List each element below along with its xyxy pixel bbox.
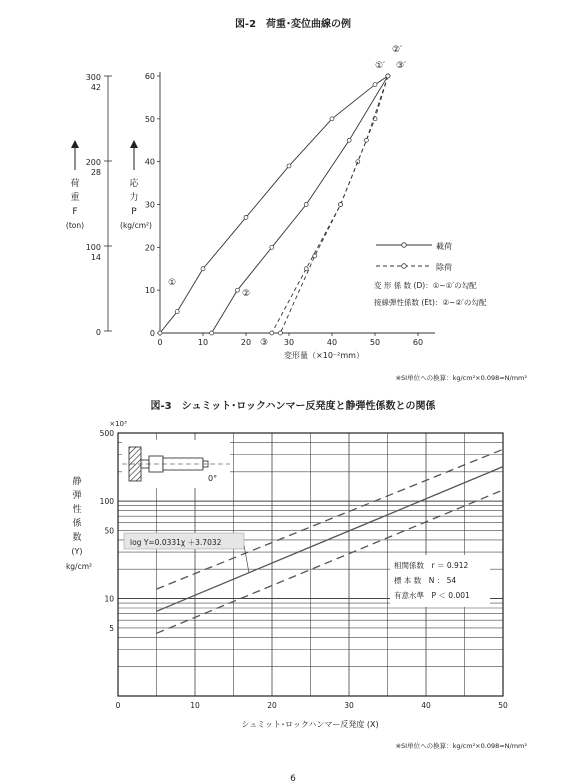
- fig2-curves: [158, 74, 390, 335]
- fig2-y-tick-label: 50: [144, 114, 155, 124]
- fig2-x-tick-label: 40: [326, 338, 338, 347]
- marker-2-bottom: ②: [241, 289, 251, 299]
- fig2-data-point: [330, 117, 334, 121]
- stress-title-2: 力: [129, 193, 139, 203]
- fig3-y-tick-label: 50: [104, 526, 114, 536]
- y-label-2: 弾: [72, 491, 82, 501]
- page-number: 6: [290, 774, 296, 784]
- fig2-data-point: [386, 74, 390, 78]
- fig2-data-point: [244, 215, 248, 219]
- fig2-x-label: 変形量（×10⁻²mm）: [284, 351, 364, 360]
- regression-equation: log Y=0.0331χ ＋3.7032: [130, 538, 222, 547]
- fig3-y-ticks: [100, 429, 115, 633]
- stress-title-1: 応: [129, 179, 139, 189]
- fig2-title: 図-2 荷重･変位曲線の例: [234, 19, 352, 30]
- load-tick-42: 42: [90, 83, 101, 92]
- fig2-x-tick-label: 10: [197, 338, 209, 347]
- y-label-5: 数: [72, 533, 82, 543]
- fig3-y-label: [66, 475, 92, 571]
- marker-2-top: ②′: [391, 45, 403, 55]
- fig3-y-multiplier: ×10³: [109, 420, 127, 428]
- fig2-x-tick-label: 60: [412, 338, 424, 347]
- fig2-data-point: [304, 203, 308, 207]
- marker-1-top: ①′: [374, 61, 386, 71]
- load-tick-200: 200: [85, 158, 101, 167]
- fig2-data-point: [373, 83, 377, 87]
- fig2-y-tick-label: 60: [144, 72, 155, 81]
- load-title-1: 荷: [70, 179, 80, 189]
- fig2-data-point: [304, 267, 308, 271]
- fig3-title: 図-3 シュミット･ロックハンマー反発度と静弾性係数との関係: [150, 401, 436, 412]
- note-tangent-modulus: 接線弾性係数 (Et)：②~②′の勾配: [374, 298, 487, 307]
- load-title-3: F: [72, 207, 78, 217]
- load-tick-14: 14: [90, 253, 101, 262]
- fig3-x-tick-label: 0: [115, 701, 121, 710]
- fig2-x-tick-label: 0: [157, 338, 163, 347]
- fig3-x-tick-label: 40: [421, 701, 431, 710]
- fig2-series-line: [272, 76, 388, 333]
- fig3-x-tick-label: 50: [498, 701, 508, 710]
- fig2-data-point: [313, 254, 317, 258]
- fig2-data-point: [364, 138, 368, 142]
- fig3-x-label: シュミット･ロックハンマー反発度 (X): [241, 720, 379, 729]
- y-unit: kg/cm²: [65, 562, 93, 571]
- fig2-data-point: [270, 331, 274, 335]
- fig2-series-line: [160, 76, 388, 333]
- fig2-y-tick-label: 0: [149, 329, 155, 338]
- fig2-x-tick-label: 20: [240, 338, 252, 347]
- fig2-stress-axis-title: [120, 140, 152, 230]
- stress-title-3: P: [131, 207, 137, 217]
- fig3-x-tick-label: 20: [267, 701, 277, 710]
- load-title-2: 重: [70, 193, 80, 203]
- load-tick-300: 300: [85, 73, 101, 82]
- stat-correlation: 相関係数 r ＝ 0.912: [394, 561, 469, 570]
- fig2-plot-axes: [160, 72, 435, 333]
- fig2-si-note: ※SI単位への換算：kg/cm²×0.098=N/mm²: [395, 374, 527, 382]
- note-deformation-modulus: 変 形 係 数 (D)：①~①′の勾配: [374, 281, 477, 290]
- fig2-data-point: [356, 160, 360, 164]
- fig3-x-tick-label: 30: [344, 701, 354, 710]
- fig2-data-point: [210, 331, 214, 335]
- stat-significance: 有意水準 P ＜ 0.001: [394, 591, 470, 600]
- fig2-y-tick-label: 40: [144, 157, 155, 167]
- legend-loading: 載荷: [436, 242, 452, 251]
- fig3-x-ticks: [116, 701, 508, 710]
- fig3-y-tick-label: 100: [99, 497, 114, 507]
- y-label-6: (Y): [71, 547, 83, 556]
- fig2-data-point: [235, 288, 239, 292]
- fig2-data-point: [270, 245, 274, 249]
- fig2-y-tick-label: 30: [144, 200, 155, 210]
- fig2-y-ticks: [145, 72, 160, 338]
- hammer-inset: [122, 440, 230, 488]
- stress-title-4: (kg/cm²): [120, 221, 152, 230]
- y-label-1: 静: [72, 477, 82, 487]
- fig2-data-point: [278, 331, 282, 335]
- fig3-y-tick-label: 5: [109, 623, 114, 633]
- equation-leader-line: [244, 545, 249, 573]
- stat-sample-size: 標 本 数 N ： 54: [394, 576, 457, 585]
- marker-3-bottom: ③: [259, 338, 269, 348]
- fig2-data-point: [201, 267, 205, 271]
- fig2-x-tick-label: 50: [369, 338, 381, 347]
- load-title-4: (ton): [65, 221, 85, 230]
- legend-unloading: 除荷: [436, 263, 452, 272]
- fig3-x-tick-label: 10: [190, 701, 200, 710]
- stress-arrow-icon: [130, 140, 138, 148]
- fig2-legend: [376, 241, 452, 272]
- load-tick-100: 100: [85, 243, 101, 252]
- fig2-data-point: [175, 310, 179, 314]
- angle-label: 0°: [208, 474, 218, 483]
- fig2-data-point: [339, 203, 343, 207]
- fig2-series-line: [212, 76, 388, 333]
- fig2-x-ticks: [157, 333, 423, 347]
- y-label-4: 係: [72, 519, 82, 529]
- fig2-data-point: [158, 331, 162, 335]
- fig3-y-tick-label: 500: [99, 429, 114, 438]
- load-arrow-icon: [71, 140, 79, 148]
- marker-1-bottom: ①: [167, 278, 177, 288]
- fig2-load-axis: [66, 73, 112, 337]
- y-label-3: 性: [72, 505, 82, 515]
- fig2-series-line: [280, 76, 388, 333]
- fig2-x-tick-label: 30: [283, 338, 295, 347]
- load-tick-28: 28: [90, 168, 101, 177]
- fig2-y-tick-label: 20: [144, 243, 155, 253]
- fig3-si-note: ※SI単位への換算：kg/cm²×0.098=N/mm²: [395, 742, 527, 750]
- fig2-data-point: [287, 164, 291, 168]
- load-tick-0: 0: [95, 328, 101, 337]
- fig2-y-tick-label: 10: [144, 286, 155, 296]
- fig2-data-point: [347, 138, 351, 142]
- marker-3-top: ③′: [395, 61, 407, 71]
- fig3-y-tick-label: 10: [104, 594, 114, 604]
